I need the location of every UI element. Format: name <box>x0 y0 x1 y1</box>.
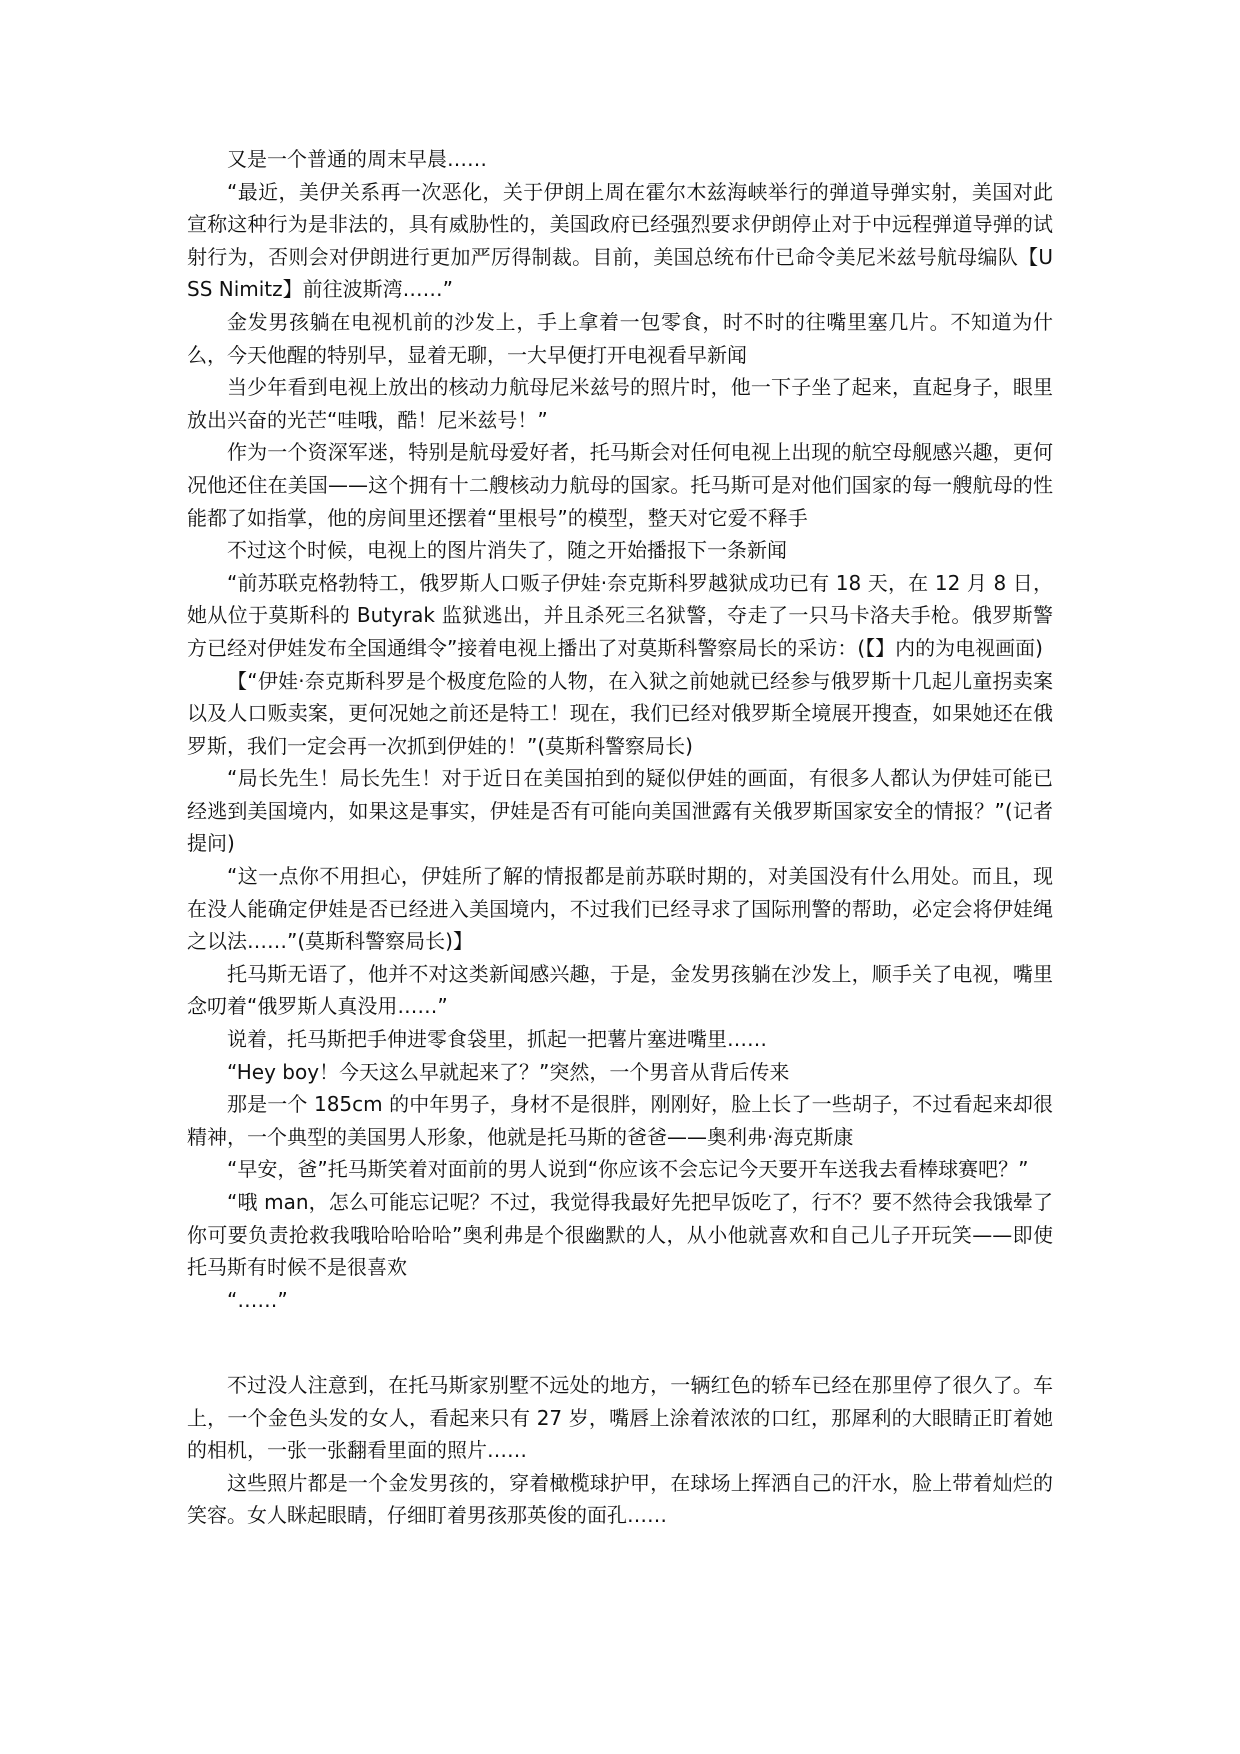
paragraph: “早安，爸”托马斯笑着对面前的男人说到“你应该不会忘记今天要开车送我去看棒球赛吧？” <box>227 1157 1029 1182</box>
paragraph: 【“伊娃·奈克斯科罗是个极度危险的人物，在入狱之前她就已经参与俄罗斯十几起儿童拐卖案以及人口贩卖案，更何况她之前还是特工！现在，我们已经对俄罗斯全境展开搜查，如果她还在俄罗斯，我们一定会再一次抓到伊娃的！”(莫斯科警察局长) <box>187 668 1053 758</box>
paragraph: 不过没人注意到，在托马斯家别墅不远处的地方，一辆红色的轿车已经在那里停了很久了。车上，一个金色头发的女人，看起来只有 27 岁，嘴唇上涂着浓浓的口红，那犀利的大眼睛正盯着她的相机，一张一张翻看里面的照片…… <box>187 1373 1053 1463</box>
story-section-two <box>187 1369 1053 1532</box>
paragraph: 托马斯无语了，他并不对这类新闻感兴趣，于是，金发男孩躺在沙发上，顺手关了电视，嘴里念叨着“俄罗斯人真没用……” <box>187 961 1053 1019</box>
paragraph: “前苏联克格勃特工，俄罗斯人口贩子伊娃·奈克斯科罗越狱成功已有 18 天，在 12 月 8 日，她从位于莫斯科的 Butyrak 监狱逃出，并且杀死三名狱警，夺走了一只马卡洛夫手枪。俄罗斯警方已经对伊娃发布全国通缉令”接着电视上播出了对莫斯科警察局长的采访：(【】内的为电视画面) <box>187 570 1053 660</box>
paragraph: 说着，托马斯把手伸进零食袋里，抓起一把薯片塞进嘴里…… <box>227 1027 767 1052</box>
paragraph: 那是一个 185cm 的中年男子，身材不是很胖，刚刚好，脸上长了一些胡子，不过看起来却很精神，一个典型的美国男人形象，他就是托马斯的爸爸——奥利弗·海克斯康 <box>187 1092 1053 1149</box>
paragraph: “Hey boy！今天这么早就起来了？”突然，一个男音从背后传来 <box>227 1059 790 1084</box>
paragraph: 又是一个普通的周末早晨…… <box>227 147 487 171</box>
paragraph: 金发男孩躺在电视机前的沙发上，手上拿着一包零食，时不时的往嘴里塞几片。不知道为什么，今天他醒的特别早，显着无聊，一大早便打开电视看早新闻 <box>187 309 1053 367</box>
paragraph: “……” <box>227 1287 288 1312</box>
paragraph: 这些照片都是一个金发男孩的，穿着橄榄球护甲，在球场上挥洒自己的汗水，脸上带着灿烂的笑容。女人眯起眼睛，仔细盯着男孩那英俊的面孔…… <box>187 1470 1053 1528</box>
paragraph: “哦 man，怎么可能忘记呢？不过，我觉得我最好先把早饭吃了，行不？要不然待会我饿晕了你可要负责抢救我哦哈哈哈哈”奥利弗是个很幽默的人，从小他就喜欢和自己儿子开玩笑——即使托马斯有时候不是很喜欢 <box>187 1190 1053 1280</box>
paragraph: 作为一个资深军迷，特别是航母爱好者，托马斯会对任何电视上出现的航空母舰感兴趣，更何况他还住在美国——这个拥有十二艘核动力航母的国家。托马斯可是对他们国家的每一艘航母的性能都了如指掌，他的房间里还摆着“里根号”的模型，整天对它爱不释手 <box>187 440 1053 530</box>
paragraph: “最近，美伊关系再一次恶化，关于伊朗上周在霍尔木兹海峡举行的弹道导弹实射，美国对此宣称这种行为是非法的，具有威胁性的，美国政府已经强烈要求伊朗停止对于中远程弹道导弹的试射行为，否则会对伊朗进行更加严厉得制裁。目前，美国总统布什已命令美尼米兹号航母编队【USS Nimitz】前往波斯湾……” <box>187 179 1053 302</box>
story-section-one <box>187 143 1053 1316</box>
paragraph: 当少年看到电视上放出的核动力航母尼米兹号的照片时，他一下子坐了起来，直起身子，眼里放出兴奋的光芒“哇哦，酷！尼米兹号！” <box>187 375 1053 432</box>
paragraph: “这一点你不用担心，伊娃所了解的情报都是前苏联时期的，对美国没有什么用处。而且，现在没人能确定伊娃是否已经进入美国境内，不过我们已经寻求了国际刑警的帮助，必定会将伊娃绳之以法……”(莫斯科警察局长)】 <box>187 864 1053 954</box>
paragraph: “局长先生！局长先生！对于近日在美国拍到的疑似伊娃的画面，有很多人都认为伊娃可能已经逃到美国境内，如果这是事实，伊娃是否有可能向美国泄露有关俄罗斯国家安全的情报？”(记者提问) <box>187 766 1053 856</box>
paragraph: 不过这个时候，电视上的图片消失了，随之开始播报下一条新闻 <box>227 538 787 563</box>
